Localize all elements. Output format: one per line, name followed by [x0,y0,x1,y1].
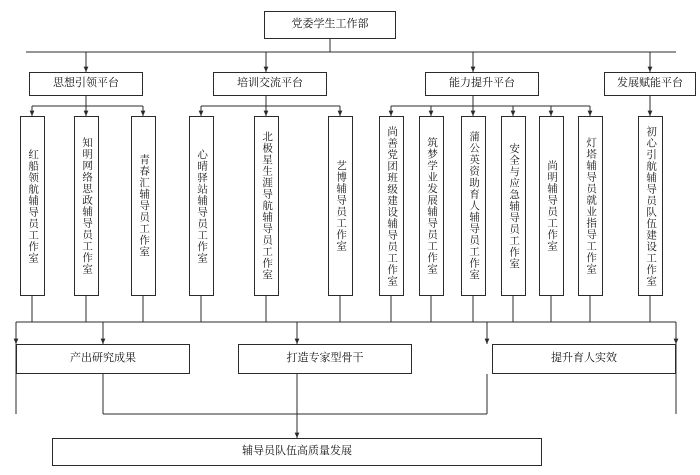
node-studio-3-label: 青春汇辅导员工作室 [138,154,151,258]
node-studio-6 [328,116,353,296]
node-studio-8-label: 筑梦学业发展辅导员工作室 [426,137,439,275]
node-studio-11 [539,116,564,296]
node-studio-11-label: 尚明辅导员工作室 [546,160,559,252]
node-goal [52,438,542,466]
node-platform-2-label: 培训交流平台 [237,77,303,90]
node-studio-13-label: 初心引航辅导员队伍建设工作室 [645,125,658,287]
node-studio-9 [461,116,486,296]
node-outcome-3-label: 提升育人实效 [551,352,617,365]
node-studio-5 [254,116,279,296]
node-studio-2 [74,116,99,296]
node-studio-12 [578,116,603,296]
node-studio-1-label: 红船领航辅导员工作室 [27,148,40,264]
node-outcome-1-label: 产出研究成果 [70,352,136,365]
node-outcome-1 [16,344,190,374]
node-platform-3-label: 能力提升平台 [449,77,515,90]
node-studio-4 [189,116,214,296]
node-studio-4-label: 心晴驿站辅导员工作室 [196,148,209,264]
node-root [264,11,396,39]
node-studio-2-label: 知明网络思政辅导员工作室 [81,137,94,275]
node-studio-1 [20,116,45,296]
node-studio-6-label: 艺博辅导员工作室 [335,160,348,252]
node-studio-3 [131,116,156,296]
node-studio-5-label: 北极星生涯导航辅导员工作室 [261,131,274,281]
node-outcome-2-label: 打造专家型骨干 [286,352,364,365]
node-studio-13 [638,116,663,296]
node-root-label: 党委学生工作部 [291,18,369,31]
node-studio-10 [501,116,526,296]
node-studio-7 [379,116,404,296]
node-platform-1-label: 思想引领平台 [53,77,119,90]
node-platform-2 [213,72,327,96]
node-platform-3 [425,72,539,96]
node-goal-label: 辅导员队伍高质量发展 [242,445,352,458]
node-outcome-2 [238,344,412,374]
node-platform-1 [29,72,143,96]
node-studio-10-label: 安全与应急辅导员工作室 [508,142,521,270]
node-outcome-3 [492,344,676,374]
node-platform-4 [604,72,696,96]
node-platform-4-label: 发展赋能平台 [617,77,683,90]
node-studio-9-label: 蒲公英资助育人辅导员工作室 [468,131,481,281]
node-studio-8 [419,116,444,296]
node-studio-12-label: 灯塔辅导员就业指导工作室 [585,137,598,275]
node-studio-7-label: 尚善党团班级建设辅导员工作室 [386,125,399,287]
